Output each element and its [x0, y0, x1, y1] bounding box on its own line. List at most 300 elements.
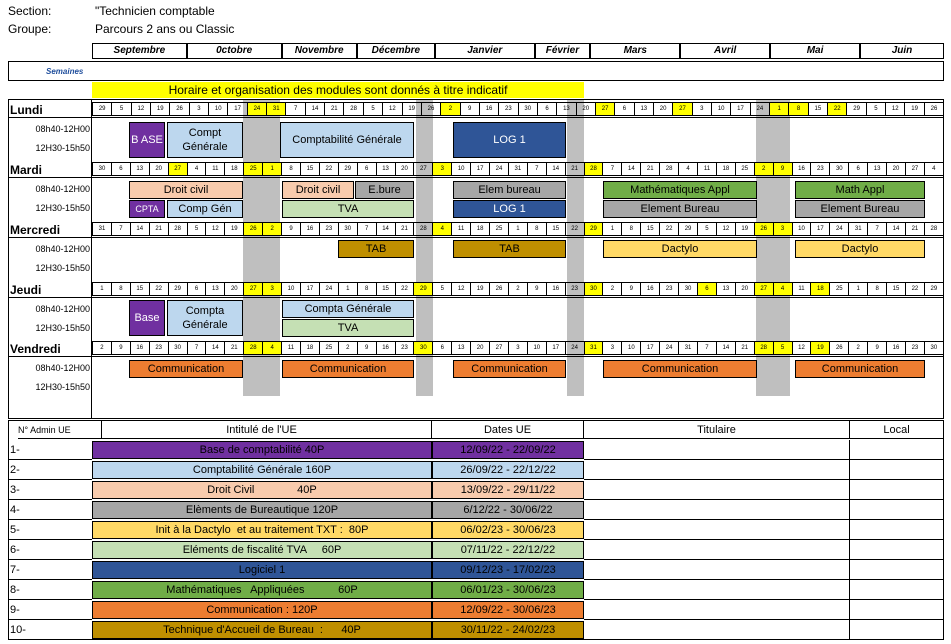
week-number: 23 [660, 283, 679, 295]
table-cell-local [850, 440, 944, 460]
week-number: 22 [566, 223, 585, 235]
week-number: 16 [887, 342, 906, 354]
table-cell-local [850, 460, 944, 480]
week-number: 19 [151, 103, 170, 115]
week-number: 2 [441, 103, 460, 115]
table-cell-dates: 07/11/22 - 22/12/22 [432, 541, 584, 559]
week-number: 3 [263, 283, 282, 295]
week-number: 4 [679, 163, 698, 175]
table-cell-titulaire [584, 500, 850, 520]
week-number: 30 [930, 345, 938, 351]
day-label: Mardi [10, 163, 43, 177]
week-number: 17 [641, 342, 660, 354]
week-number: 31 [509, 163, 528, 175]
week-number: 28 [344, 103, 363, 115]
week-number: 22 [150, 283, 169, 295]
week-number: 21 [150, 223, 169, 235]
table-cell-dates: 12/09/22 - 22/09/22 [432, 441, 584, 459]
week-number: 22 [660, 223, 679, 235]
week-number: 19 [225, 223, 244, 235]
course-block: Droit civil [282, 181, 354, 199]
week-number: 19 [403, 103, 422, 115]
table-cell-intitule: Elèments de Bureautique 120P [92, 501, 432, 519]
course-block: Compt Générale [167, 122, 243, 158]
week-number: 4 [433, 223, 452, 235]
week-number: 30 [519, 103, 538, 115]
week-number: 15 [131, 283, 150, 295]
week-number: 25 [320, 342, 339, 354]
week-number: 7 [112, 223, 131, 235]
week-number: 16 [480, 103, 499, 115]
week-number: 27 [755, 283, 774, 295]
week-number: 23 [906, 342, 925, 354]
week-number: 2 [755, 163, 774, 175]
week-number: 2 [93, 342, 112, 354]
row-divider [8, 297, 944, 298]
week-number: 11 [282, 342, 301, 354]
week-number: 23 [811, 163, 830, 175]
week-number: 20 [887, 163, 906, 175]
week-number: 15 [809, 103, 828, 115]
table-row-number: 10- [8, 620, 92, 640]
week-number: 5 [188, 223, 207, 235]
table-row-number: 2- [8, 460, 92, 480]
course-block: Droit civil [129, 181, 243, 199]
week-number: 17 [811, 223, 830, 235]
month-header: Avril [680, 43, 770, 59]
week-number: 21 [225, 342, 244, 354]
months-row [92, 43, 944, 59]
week-number: 17 [228, 103, 247, 115]
week-number: 26 [830, 342, 849, 354]
week-number: 3 [693, 103, 712, 115]
week-number: 10 [712, 103, 731, 115]
week-number: 2 [509, 283, 528, 295]
week-number: 29 [339, 163, 358, 175]
week-number: 9 [461, 103, 480, 115]
week-number: 30 [169, 342, 188, 354]
week-number: 8 [868, 283, 887, 295]
week-number: 8 [789, 103, 808, 115]
week-number: 5 [112, 103, 131, 115]
week-number: 6 [849, 163, 868, 175]
week-number: 12 [717, 223, 736, 235]
week-number: 23 [499, 103, 518, 115]
table-cell-intitule: Init à la Dactylo et au traitement TXT : 80P [92, 521, 432, 539]
week-number: 10 [622, 342, 641, 354]
course-block: B ASE [129, 122, 165, 158]
week-number: 21 [396, 223, 415, 235]
week-number: 31 [679, 342, 698, 354]
week-number: 4 [774, 283, 793, 295]
week-number: 3 [433, 163, 452, 175]
week-number: 12 [886, 103, 905, 115]
groupe-value: Parcours 2 ans ou Classic [95, 22, 235, 36]
week-number: 24 [751, 103, 770, 115]
week-number: 1 [263, 163, 282, 175]
week-number: 15 [377, 283, 396, 295]
week-number: 9 [112, 342, 131, 354]
table-cell-local [850, 480, 944, 500]
week-number: 30 [93, 163, 112, 175]
week-number: 18 [471, 223, 490, 235]
week-number: 7 [188, 342, 207, 354]
table-cell-titulaire [584, 540, 850, 560]
week-number: 22 [396, 283, 415, 295]
week-number-row [92, 102, 944, 116]
week-number: 7 [868, 223, 887, 235]
week-number: 13 [717, 283, 736, 295]
week-number: 22 [320, 163, 339, 175]
table-cell-local [850, 520, 944, 540]
table-cell-titulaire [584, 460, 850, 480]
week-number: 16 [793, 163, 812, 175]
day-label: Jeudi [10, 283, 42, 297]
week-number: 7 [698, 342, 717, 354]
week-number: 28 [930, 226, 938, 232]
time-slot-am: 08h40-12H00 [35, 124, 90, 134]
week-number: 19 [905, 103, 924, 115]
groupe-label: Groupe: [8, 22, 52, 36]
week-number: 1 [603, 223, 622, 235]
week-number: 16 [301, 223, 320, 235]
week-number: 9 [528, 283, 547, 295]
table-cell-dates: 30/11/22 - 24/02/23 [432, 621, 584, 639]
week-number: 24 [248, 103, 267, 115]
week-number: 28 [755, 342, 774, 354]
week-number: 15 [547, 223, 566, 235]
time-slot-am: 08h40-12H00 [35, 363, 90, 373]
table-cell-intitule: Eléments de fiscalité TVA 60P [92, 541, 432, 559]
week-number: 7 [603, 163, 622, 175]
week-number: 9 [358, 342, 377, 354]
day-label: Vendredi [10, 342, 61, 356]
week-number: 1 [339, 283, 358, 295]
day-label: Mercredi [10, 223, 61, 237]
row-divider [8, 117, 944, 118]
week-number: 14 [306, 103, 325, 115]
week-number: 30 [414, 342, 433, 354]
time-slot-pm: 12H30-15h50 [35, 382, 90, 392]
week-number: 29 [585, 223, 604, 235]
week-number: 25 [244, 163, 263, 175]
week-number: 8 [528, 223, 547, 235]
week-number: 24 [490, 163, 509, 175]
week-number: 9 [282, 223, 301, 235]
week-number: 2 [339, 342, 358, 354]
week-number: 18 [225, 163, 244, 175]
time-slot-pm: 12H30-15h50 [35, 323, 90, 333]
week-number: 14 [717, 342, 736, 354]
week-number: 24 [320, 283, 339, 295]
month-header: Novembre [282, 43, 357, 59]
week-number: 2 [849, 342, 868, 354]
week-number: 21 [641, 163, 660, 175]
row-divider [8, 177, 944, 178]
week-number: 26 [490, 283, 509, 295]
table-row-number: 3- [8, 480, 92, 500]
week-number: 30 [339, 223, 358, 235]
time-slot-pm: 12H30-15h50 [35, 203, 90, 213]
week-number: 20 [225, 283, 244, 295]
week-number: 31 [849, 223, 868, 235]
time-slot-am: 08h40-12H00 [35, 184, 90, 194]
course-block: CPTA [129, 200, 165, 218]
week-number: 31 [267, 103, 286, 115]
week-number: 13 [557, 103, 576, 115]
course-block: Element Bureau [603, 200, 757, 218]
label-column-divider [91, 99, 92, 419]
week-number: 21 [736, 342, 755, 354]
week-number: 4 [263, 342, 282, 354]
week-number: 24 [660, 342, 679, 354]
week-number: 20 [150, 163, 169, 175]
week-number: 19 [471, 283, 490, 295]
week-number: 20 [577, 103, 596, 115]
week-number: 14 [622, 163, 641, 175]
week-number: 10 [793, 223, 812, 235]
week-number: 14 [377, 223, 396, 235]
week-number: 16 [377, 342, 396, 354]
table-cell-titulaire [584, 520, 850, 540]
table-cell-intitule: Logiciel 1 [92, 561, 432, 579]
table-row-number: 8- [8, 580, 92, 600]
week-number: 26 [930, 106, 938, 112]
info-banner: Horaire et organisation des modules sont donnés à titre indicatif [92, 82, 584, 98]
table-cell-dates: 6/12/22 - 30/06/22 [432, 501, 584, 519]
week-number: 18 [811, 283, 830, 295]
table-cell-titulaire [584, 620, 850, 640]
week-number: 28 [414, 223, 433, 235]
week-number: 11 [452, 223, 471, 235]
week-number: 13 [206, 283, 225, 295]
table-cell-intitule: Technique d'Accueil de Bureau : 40P [92, 621, 432, 639]
week-number: 28 [244, 342, 263, 354]
week-number: 21 [906, 223, 925, 235]
course-block: TVA [282, 319, 414, 337]
table-cell-dates: 06/01/23 - 30/06/23 [432, 581, 584, 599]
week-number: 8 [282, 163, 301, 175]
month-header: Septembre [92, 43, 187, 59]
week-number: 6 [538, 103, 557, 115]
week-number: 27 [596, 103, 615, 115]
table-cell-dates: 06/02/23 - 30/06/23 [432, 521, 584, 539]
week-number: 8 [112, 283, 131, 295]
table-cell-local [850, 540, 944, 560]
week-number: 27 [244, 283, 263, 295]
table-row-number: 5- [8, 520, 92, 540]
week-number: 27 [673, 103, 692, 115]
week-number: 15 [887, 283, 906, 295]
table-cell-intitule: Comptabilité Générale 160P [92, 461, 432, 479]
table-row-number: 7- [8, 560, 92, 580]
course-block: Mathématiques Appl [603, 181, 757, 199]
time-slot-am: 08h40-12H00 [35, 244, 90, 254]
week-number: 3 [190, 103, 209, 115]
week-number: 23 [396, 342, 415, 354]
week-number: 14 [887, 223, 906, 235]
table-cell-local [850, 500, 944, 520]
week-number: 19 [811, 342, 830, 354]
course-block: Communication [453, 360, 566, 378]
week-number: 27 [414, 163, 433, 175]
week-number: 10 [282, 283, 301, 295]
course-block: Communication [603, 360, 757, 378]
table-cell-intitule: Base de comptabilité 40P [92, 441, 432, 459]
week-number: 31 [585, 342, 604, 354]
week-number: 17 [731, 103, 750, 115]
week-number: 14 [131, 223, 150, 235]
month-header: Décembre [357, 43, 435, 59]
table-cell-dates: 09/12/23 - 17/02/23 [432, 561, 584, 579]
week-number: 6 [112, 163, 131, 175]
week-number: 11 [698, 163, 717, 175]
week-number: 7 [286, 103, 305, 115]
week-number: 29 [930, 286, 938, 292]
week-number: 26 [422, 103, 441, 115]
week-number: 12 [452, 283, 471, 295]
table-cell-local [850, 580, 944, 600]
week-number: 13 [377, 163, 396, 175]
week-number: 24 [566, 342, 585, 354]
week-number: 14 [206, 342, 225, 354]
week-number: 6 [188, 283, 207, 295]
week-number: 15 [301, 163, 320, 175]
week-number: 27 [490, 342, 509, 354]
week-number: 23 [566, 283, 585, 295]
week-number: 20 [736, 283, 755, 295]
week-number: 23 [320, 223, 339, 235]
week-number: 29 [847, 103, 866, 115]
table-header-local: Local [850, 421, 944, 439]
week-number: 30 [585, 283, 604, 295]
course-block: Math Appl [795, 181, 925, 199]
week-number: 9 [774, 163, 793, 175]
table-header-num: N° Admin UE [18, 421, 102, 439]
week-number: 6 [615, 103, 634, 115]
week-number: 16 [547, 283, 566, 295]
table-cell-local [850, 560, 944, 580]
week-number: 5 [364, 103, 383, 115]
week-number: 1 [509, 223, 528, 235]
week-number: 20 [471, 342, 490, 354]
week-number: 9 [622, 283, 641, 295]
table-cell-titulaire [584, 580, 850, 600]
week-number: 9 [868, 342, 887, 354]
course-block: Comptabilité Générale [280, 122, 414, 158]
week-number: 12 [793, 342, 812, 354]
week-number: 3 [509, 342, 528, 354]
week-number: 12 [206, 223, 225, 235]
table-cell-titulaire [584, 560, 850, 580]
course-block: TAB [453, 240, 566, 258]
week-number: 2 [263, 223, 282, 235]
week-number: 25 [736, 163, 755, 175]
week-number: 29 [93, 103, 112, 115]
time-slot-pm: 12H30-15h50 [35, 263, 90, 273]
week-number: 21 [566, 163, 585, 175]
month-header: Mars [590, 43, 680, 59]
semaines-label: Semaines [46, 67, 84, 76]
month-header: 0ctobre [187, 43, 282, 59]
table-cell-titulaire [584, 440, 850, 460]
week-number: 4 [188, 163, 207, 175]
row-divider [8, 356, 944, 357]
week-number-row [92, 222, 944, 236]
course-block: Base [129, 300, 165, 336]
month-header: Juin [860, 43, 944, 59]
week-number: 5 [433, 283, 452, 295]
week-number: 6 [433, 342, 452, 354]
course-block: Element Bureau [795, 200, 925, 218]
week-number: 16 [641, 283, 660, 295]
week-number: 29 [169, 283, 188, 295]
week-number: 24 [830, 223, 849, 235]
week-number: 6 [358, 163, 377, 175]
table-cell-intitule: Mathématiques Appliquées 60P [92, 581, 432, 599]
table-cell-intitule: Communication : 120P [92, 601, 432, 619]
week-number: 10 [209, 103, 228, 115]
course-block: LOG 1 [453, 200, 566, 218]
week-number: 12 [383, 103, 402, 115]
table-cell-local [850, 620, 944, 640]
course-block: LOG 1 [453, 122, 566, 158]
course-block: E.bure [355, 181, 414, 199]
table-cell-dates: 26/09/22 - 22/12/22 [432, 461, 584, 479]
month-header: Février [535, 43, 591, 59]
week-number: 31 [93, 223, 112, 235]
time-slot-pm: 12H30-15h50 [35, 143, 90, 153]
week-number: 19 [736, 223, 755, 235]
day-label: Lundi [10, 103, 43, 117]
week-number: 29 [679, 223, 698, 235]
week-number: 12 [132, 103, 151, 115]
week-number: 4 [932, 166, 936, 172]
week-number: 16 [131, 342, 150, 354]
course-block: Elem bureau [453, 181, 566, 199]
week-number: 11 [206, 163, 225, 175]
course-block: Communication [795, 360, 925, 378]
week-number: 5 [774, 342, 793, 354]
week-number: 8 [358, 283, 377, 295]
week-number: 15 [641, 223, 660, 235]
table-cell-dates: 12/09/22 - 30/06/23 [432, 601, 584, 619]
row-divider [8, 237, 944, 238]
table-cell-intitule: Droit Civil 40P [92, 481, 432, 499]
table-row-number: 1- [8, 440, 92, 460]
week-number: 13 [452, 342, 471, 354]
week-number: 11 [793, 283, 812, 295]
week-number: 17 [471, 163, 490, 175]
table-cell-local [850, 600, 944, 620]
course-block: Dactylo [795, 240, 925, 258]
week-number: 13 [635, 103, 654, 115]
week-number: 18 [301, 342, 320, 354]
week-number: 3 [603, 342, 622, 354]
week-number: 26 [755, 223, 774, 235]
course-block: Communication [129, 360, 243, 378]
table-cell-dates: 13/09/22 - 29/11/22 [432, 481, 584, 499]
course-block: Compta Générale [167, 300, 243, 336]
table-cell-titulaire [584, 480, 850, 500]
week-number: 30 [830, 163, 849, 175]
week-number: 5 [867, 103, 886, 115]
course-block: TAB [338, 240, 414, 258]
table-cell-titulaire [584, 600, 850, 620]
week-number: 10 [452, 163, 471, 175]
course-block: Communication [282, 360, 414, 378]
week-number-row [92, 162, 944, 176]
